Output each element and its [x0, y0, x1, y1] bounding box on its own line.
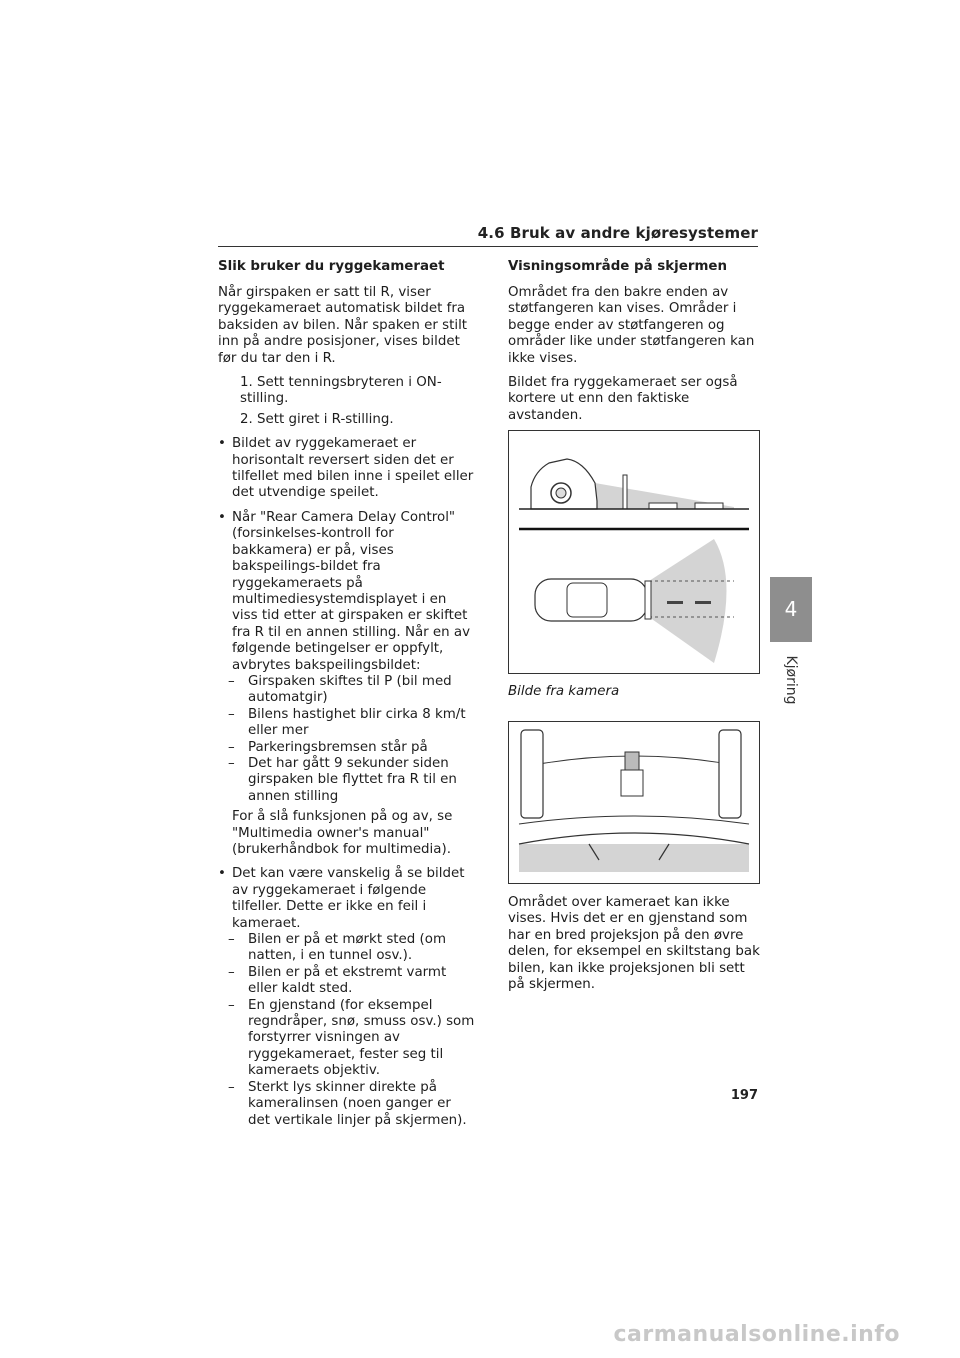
section-title: 4.6 Bruk av andre kjøresystemer: [477, 224, 758, 242]
bullet-delay-text: Når "Rear Camera Delay Control" (forsinkelses-kontroll for bakkamera) er på, vises bakspeilings-bildet fra ryggekameraets på multimediesystemdisplayet i en viss tid etter at girspaken er skiftet fra R til en annen stilling. Når en av følgende betingelser er oppfylt, avbrytes bakspeilingsbildet:: [232, 509, 471, 673]
camera-caption: Bilde fra kamera: [508, 684, 620, 699]
dash-item: – Bilen er på et mørkt sted (om natten, i en tunnel osv.).: [218, 932, 476, 965]
right-heading: Visningsområde på skjermen: [508, 259, 728, 274]
bullet-mirror: • Bildet av ryggekameraet er horisontalt reversert siden det er tilfellet med bilen inne i speilet eller det utvendige speilet.: [218, 436, 476, 502]
dash-item: – Girspaken skiftes til P (bil med automatgir): [218, 674, 476, 707]
page-header: [218, 224, 758, 247]
pole-icon: [623, 475, 627, 509]
top-view-range: [649, 539, 727, 663]
view-range-figure: [508, 430, 760, 674]
dash-item: – En gjenstand (for eksempel regndråper, snø, smuss osv.) som forstyrrer visningen av ryggekameraet, fester seg til kameraets objektiv.: [218, 998, 476, 1080]
chapter-label: Kjøring: [783, 655, 799, 705]
watermark: carmanualsonline.info: [613, 1322, 900, 1347]
step-1: 1. Sett tenningsbryteren i ON-stilling.: [240, 375, 442, 407]
bullet-difficult-view: [218, 866, 476, 932]
page-number: 197: [730, 1088, 758, 1103]
dash-item: – Sterkt lys skinner direkte på kameralinsen (noen ganger er det vertikale linjer på skjermen).: [218, 1080, 476, 1129]
bullet-delay-control: [218, 510, 476, 674]
right-post-icon: [719, 730, 741, 818]
right-column: [508, 258, 760, 451]
intro-paragraph: Når girspaken er satt til R, viser ryggekameraet automatisk bildet fra baksiden av bilen. Når spaken er stilt inn på andre posisjoner, vises bildet før du tar den i R.: [218, 285, 468, 366]
distance-paragraph: Bildet fra ryggekameraet ser også kortere ut enn den faktiske avstanden.: [508, 375, 738, 423]
chapter-tab: 4: [770, 577, 812, 642]
bullet-difficult-text: Det kan være vanskelig å se bildet av ryggekameraet i følgende tilfeller. Dette er ikke en feil i kameraet.: [232, 866, 465, 931]
multimedia-note: For å slå funksjonen på og av, se "Multimedia owner's manual" (brukerhåndbok for multimedia).: [232, 809, 453, 857]
range-paragraph: Området fra den bakre enden av støtfangeren kan vises. Områder i begge ender av støtfangeren og områder like under støtfangeren kan ikke vises.: [508, 285, 755, 366]
left-heading: Slik bruker du ryggekameraet: [218, 259, 445, 274]
left-column: [218, 258, 476, 1129]
above-camera-paragraph: Området over kameraet kan ikke vises. Hvis det er en gjenstand som har en bred projeksjon på den øvre delen, for eksempel en skiltstang bak bilen, kan ikke projeksjonen bli sett på skjermen.: [508, 895, 760, 993]
left-post-icon: [521, 730, 543, 818]
view-range-illustration: [509, 431, 759, 673]
dash-item: – Parkeringsbremsen står på: [218, 740, 476, 756]
step-2: 2. Sett giret i R-stilling.: [240, 411, 394, 427]
camera-image-figure: [508, 721, 760, 884]
camera-image-illustration: [509, 722, 759, 883]
dash-item: – Det har gått 9 sekunder siden girspaken ble flyttet fra R til en annen stilling: [218, 756, 476, 805]
bumper-shade: [519, 844, 749, 872]
dash-item: – Bilens hastighet blir cirka 8 km/t eller mer: [218, 707, 476, 740]
dash-item: – Bilen er på et ekstremt varmt eller kaldt sted.: [218, 965, 476, 998]
